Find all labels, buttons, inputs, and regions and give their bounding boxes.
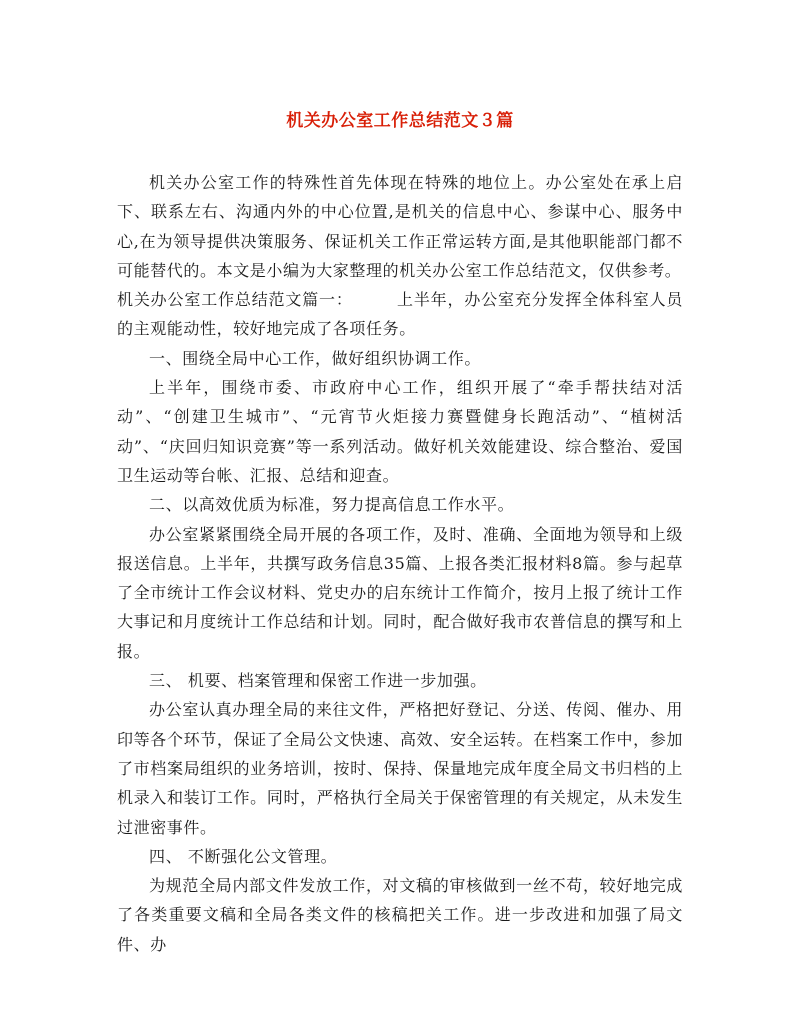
point-body-1: 上半年，围绕市委、市政府中心工作，组织开展了“牵手帮扶结对活动”、“创建卫生城市”、“元宵节火炬接力赛暨健身长跑活动”、“植树活动”、“庆回归知识竞赛”等一系列活动。做好机关效能建设、综合整治、爱国卫生运动等台帐、汇报、总结和迎查。 xyxy=(117,378,683,485)
point-body-4: 为规范全局内部文件发放工作，对文稿的审核做到一丝不苟，较好地完成了各类重要文稿和全局各类文件的核稿把关工作。进一步改进和加强了局文件、办 xyxy=(117,876,683,954)
point-heading-1: 一、围绕全局中心工作，做好组织协调工作。 xyxy=(149,348,482,368)
section-heading: 机关办公室工作总结范文篇一： xyxy=(117,290,353,310)
section-intro: 上半年，办公室充分发挥全体科室人员的主观能动性，较好地完成了各项任务。 xyxy=(117,290,684,339)
document-body xyxy=(117,168,683,959)
intro-paragraph: 机关办公室工作的特殊性首先体现在特殊的地位上。办公室处在承上启下、联系左右、沟通内外的中心位置,是机关的信息中心、参谋中心、服务中心,在为领导提供决策服务、保证机关工作正常运转方面,是其他职能部门都不可能替代的。本文是小编为大家整理的机关办公室工作总结范文，仅供参考。 xyxy=(117,173,683,280)
section-paragraph xyxy=(117,285,683,344)
point-heading-3: 三、 机要、档案管理和保密工作进一步加强。 xyxy=(149,671,487,691)
point-heading-4: 四、 不断强化公文管理。 xyxy=(149,846,338,866)
document-title: 机关办公室工作总结范文３篇 xyxy=(286,111,514,131)
point-body-2: 办公室紧紧围绕全局开展的各项工作，及时、准确、全面地为领导和上级报送信息。上半年，共撰写政务信息35篇、上报各类汇报材料8篇。参与起草了全市统计工作会议材料、党史办的启东统计工作简介，按月上报了统计工作大事记和月度统计工作总结和计划。同时，配合做好我市农普信息的撰写和上报。 xyxy=(117,524,683,661)
point-heading-2: 二、以高效优质为标准，努力提高信息工作水平。 xyxy=(149,495,515,515)
point-body-3: 办公室认真办理全局的来往文件，严格把好登记、分送、传阅、催办、用印等各个环节，保证了全局公文快速、高效、安全运转。在档案工作中，参加了市档案局组织的业务培训，按时、保持、保量地完成年度全局文书归档的上机录入和装订工作。同时，严格执行全局关于保密管理的有关规定，从未发生过泄密事件。 xyxy=(117,700,683,837)
